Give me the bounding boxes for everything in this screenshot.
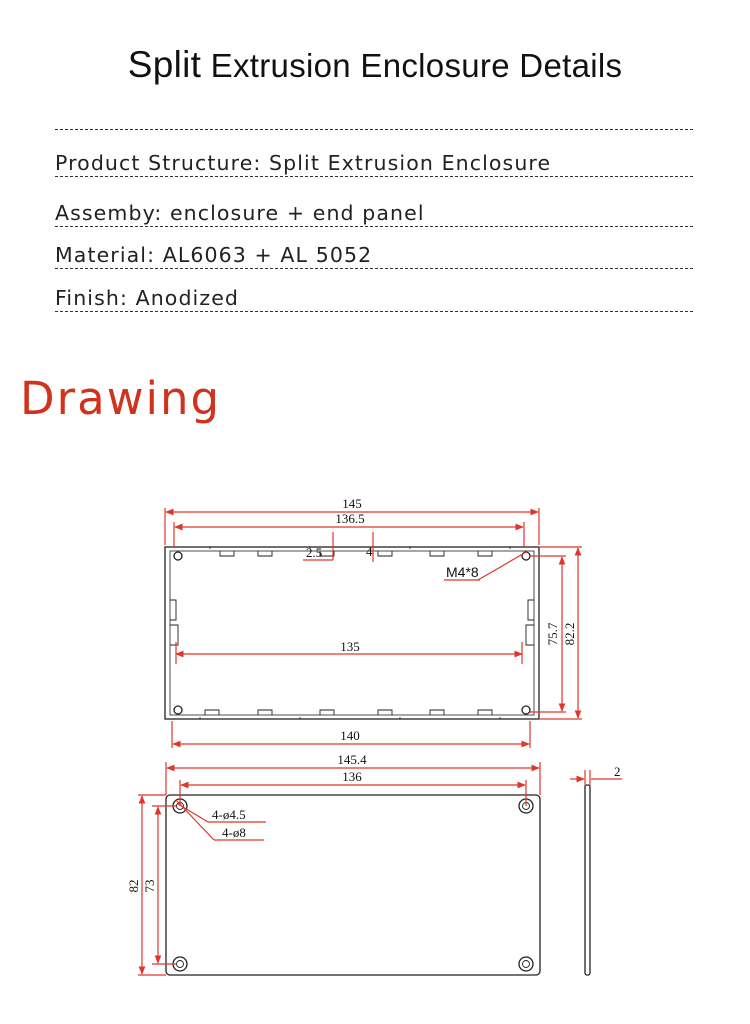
dim-small-holes: 4-ø4.5 — [212, 807, 246, 822]
dim-panel-width: 145.4 — [337, 752, 367, 767]
title-split: Split — [127, 44, 202, 85]
boss-bl — [174, 706, 182, 714]
dim-slot-width: 2.5 — [306, 545, 323, 560]
profile-bottom-notches — [205, 710, 492, 715]
dim-screw: M4*8 — [446, 564, 479, 580]
spec-material: Material: AL6063 + AL 5052 — [55, 243, 373, 267]
boss-tl — [174, 552, 182, 560]
profile-inner-wall — [170, 551, 534, 715]
dim-inner-width: 136.5 — [335, 511, 365, 526]
profile-dim-labels — [306, 496, 577, 743]
dim-large-holes: 4-ø8 — [222, 825, 246, 840]
spec-assembly: Assemby: enclosure + end panel — [55, 201, 425, 225]
dim-overall-width: 145 — [342, 496, 362, 511]
drawing-heading: Drawing — [20, 372, 222, 425]
boss-br — [522, 706, 530, 714]
panel-dimensions — [138, 762, 622, 975]
profile-top-notches — [220, 551, 492, 556]
dim-slot-mark: 4 — [366, 544, 373, 559]
profile-outline — [165, 547, 539, 719]
spec-finish: Finish: Anodized — [55, 286, 240, 310]
dim-hole-spacing: 136 — [342, 769, 362, 784]
dim-panel-height: 82 — [126, 879, 141, 893]
dim-inner-height: 75.7 — [545, 622, 560, 646]
panel-dim-labels — [126, 752, 621, 893]
profile-view — [165, 547, 539, 719]
spec-structure: Product Structure: Split Extrusion Enclosure — [55, 151, 552, 175]
dim-outer-height: 82.2 — [562, 622, 577, 646]
hole-br — [519, 957, 533, 971]
dim-thickness: 2 — [614, 764, 621, 779]
title-rest: Extrusion Enclosure Details — [210, 47, 623, 84]
panel-side-view — [585, 785, 590, 975]
dim-hole-vertical: 73 — [142, 879, 157, 893]
profile-dimensions — [165, 508, 582, 748]
dim-inner-span: 135 — [340, 639, 360, 654]
dim-bottom-width: 140 — [340, 728, 360, 743]
